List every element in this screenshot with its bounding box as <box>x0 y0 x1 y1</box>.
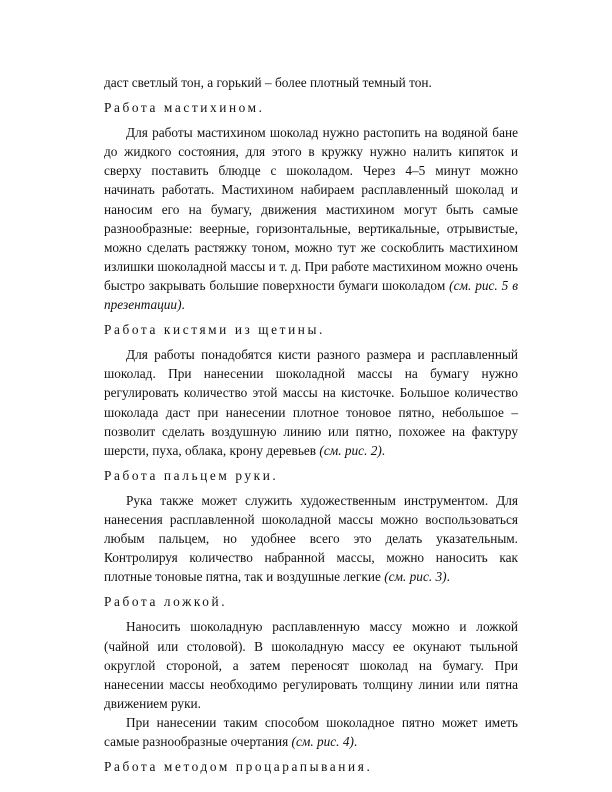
paragraph-spoon: Наносить шоколадную расплавленную массу можно и ложкой (чайной или столовой). В шоколадную массу ее окунают тыльной округлой стороной, а затем переносят шоколад на бумагу. При нанесении массы необходимо регулировать толщину линии или пятна движением руки. <box>104 619 518 711</box>
heading-scratching: Работа методом процарапывания. <box>104 759 373 775</box>
paragraph-text: Для работы понадобятся кисти разного размера и расплавленный шоколад. При нанесении шоколадной массы на бумагу нужно регулировать количество этой массы на кисточке. Большое количество шоколада даст при нанесении плотное тоновое пятно, небольшое – позволит сделать воздушную линию или пятно, похожее на фактуру шерсти, пуха, облака, крону деревьев <box>104 347 518 458</box>
heading-palette-knife: Работа мастихином. <box>104 100 265 116</box>
heading-bristle-brushes: Работа кистями из щетины. <box>104 322 325 338</box>
paragraph-period: . <box>446 569 450 585</box>
page-content <box>104 73 518 782</box>
paragraph-bristle-brushes <box>104 345 518 460</box>
paragraph-period: . <box>381 442 386 458</box>
paragraph-text: Для работы мастихином шоколад нужно растопить на водяной бане до жидкого состояния, для этого в кружку нужно налить кипяток и сверху поставить блюдце с шоколадом. Через 4–5 минут можно начинать работать. Мастихином набираем расплавленный шоколад и наносим его на бумагу, движения мастихином могут быть самые разнообразные: веерные, горизонтальные, вертикальные, отрывистые, можно сделать растяжку тоном, можно тут же соскоблить мастихином излишки шоколадной массы и т. д. При работе мастихином можно очень быстро закрывать большие поверхности бумаги шоколадом <box>104 125 518 293</box>
figure-reference: (см. рис. 5 в презентации) <box>104 277 518 313</box>
paragraph-spoon-shapes <box>104 713 518 751</box>
paragraph-period: . <box>353 734 358 749</box>
paragraph-period: . <box>181 297 185 313</box>
heading-spoon: Работа ложкой. <box>104 594 228 610</box>
paragraph-intro-end: даст светлый тон, а горький – более плотный темный тон. <box>104 75 432 90</box>
figure-reference: (см. рис. 3) <box>384 569 447 585</box>
heading-finger: Работа пальцем руки. <box>104 467 279 483</box>
paragraph-text: Рука также может служить художественным инструментом. Для нанесения расплавленной шоколадной массы можно воспользоваться любым пальцем, но удобнее всего это делать указательным. Контролируя количество набранной массы, можно наносить как плотные тоновые пятна, так и воздушные легкие <box>104 492 518 585</box>
paragraph-text: При нанесении таким способом шоколадное пятно может иметь самые разнообразные очертания <box>104 714 518 749</box>
paragraph-finger <box>104 491 518 586</box>
figure-reference: (см. рис. 4) <box>291 734 354 749</box>
figure-reference: (см. рис. 2) <box>319 442 382 458</box>
paragraph-palette-knife <box>104 123 518 314</box>
